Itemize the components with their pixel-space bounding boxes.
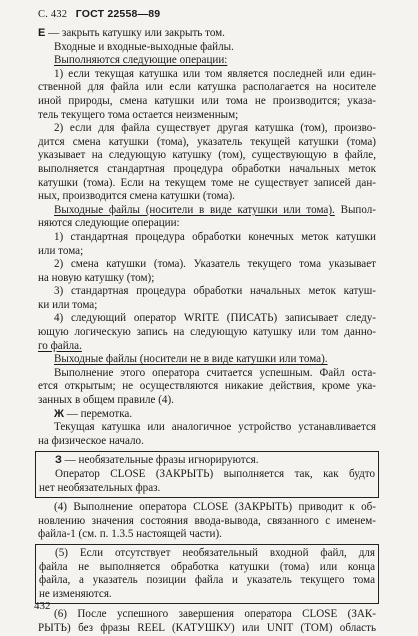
output-nonreel-heading: Выходные файлы (носители не в виде катушки или тома). [54,353,328,366]
body-line: 1) если текущая катушка или том является последней или един- [54,67,376,80]
body-line: няются следующие операции: [38,217,180,230]
page-number: 432 [34,600,51,612]
operations-lead: Выполняются следующие операции: [54,54,228,67]
body-line: 3) стандартная процедура обработки начальных меток катуш- [54,285,376,298]
body-line: на физическое начало. [38,434,144,447]
body-line: дится смена катушки (тома), указатель текущей катушки (тома) [38,135,376,148]
section-e-heading: Е — закрыть катушку или закрыть том. [38,27,225,39]
boxed-section-z [35,451,379,498]
body-line: ется открытым; не осуществляются никакие действия, кроме ука- [38,380,376,393]
header-page: С. 432 [38,9,68,20]
body-line: 4) следующий оператор WRITE (ПИСАТЬ) записывает следу- [54,312,376,325]
body-line: указывает на следующую катушку (том), существующую в файле, [38,149,376,162]
body-line: занных в общем правиле (4). [38,394,174,407]
body-line: файла, а указатель позиции файла и указатель текущего тома [39,574,375,587]
body-line: Текущая катушка или аналогичное устройство устанавливается [54,421,376,434]
body-line: нет необязательных фраз. [39,481,161,494]
body-line: 2) если для файла существует другая катушка (том), произво- [54,122,376,135]
body-line: выполняется стандартная процедура обработки начальных меток [38,162,376,175]
body-line: го файла. [38,339,82,352]
body-line: или тома; [38,244,84,257]
body-line: Выполнение этого оператора считается успешным. Файл оста- [54,366,376,379]
output-files-heading: Выходные файлы (носители в виде катушки или тома). Выпол- [54,203,376,216]
body-line: РЫТЬ) без фразы REEL (КАТУШКУ) или UNIT (ТОМ) область [38,621,376,634]
input-files-heading: Входные и входные-выходные файлы. [54,40,234,53]
body-line: 1) стандартная процедура обработки конечных меток катушки [54,230,376,243]
page-body [38,27,376,636]
body-line: ки или тома; [38,298,98,311]
paragraph-4: (4) Выполнение оператора CLOSE (ЗАКРЫТЬ) приводит к об- [54,501,376,514]
boxed-paragraph-5 [35,544,379,604]
paragraph-5: (5) Если отсутствует необязательный входной файл, для [55,546,375,559]
body-line: 2) смена катушки (тома). Указатель текущего тома указывает [54,258,376,271]
section-z-heading: З — необязательные фразы игнорируются. [55,454,259,467]
body-line: ственной для файла или если катушка располагается на носителе [38,81,376,94]
body-line: ющую логическую запись на следующую катушку или том данно- [38,326,376,339]
body-line: файла не выполняется обработка катушки (тома) или конца [39,560,375,573]
body-line: тель текущего тома остается неизменным; [38,108,239,121]
body-line: файла-1 (см. п. 1.3.5 настоящей части). [38,528,222,541]
body-line: ных, производится смена катушки (тома). [38,190,235,203]
running-header [38,8,160,20]
body-line: новлению значения состояния ввода-вывода, связанного с именем- [38,514,376,527]
body-line: на новую катушку (том); [38,271,155,284]
body-line: иной природы, смена катушки или тома не производится; указа- [38,94,376,107]
header-standard: ГОСТ 22558—89 [75,8,161,20]
body-line: не изменяются. [39,587,112,600]
section-zh-heading: Ж — перемотка. [54,407,133,420]
paragraph-6: (6) После успешного завершения оператора CLOSE (ЗАК- [54,608,376,621]
body-line: катушки (тома). Если на текущем томе не существует записей дан- [38,176,376,189]
body-line: Оператор CLOSE (ЗАКРЫТЬ) выполняется так, как будто [55,468,375,480]
